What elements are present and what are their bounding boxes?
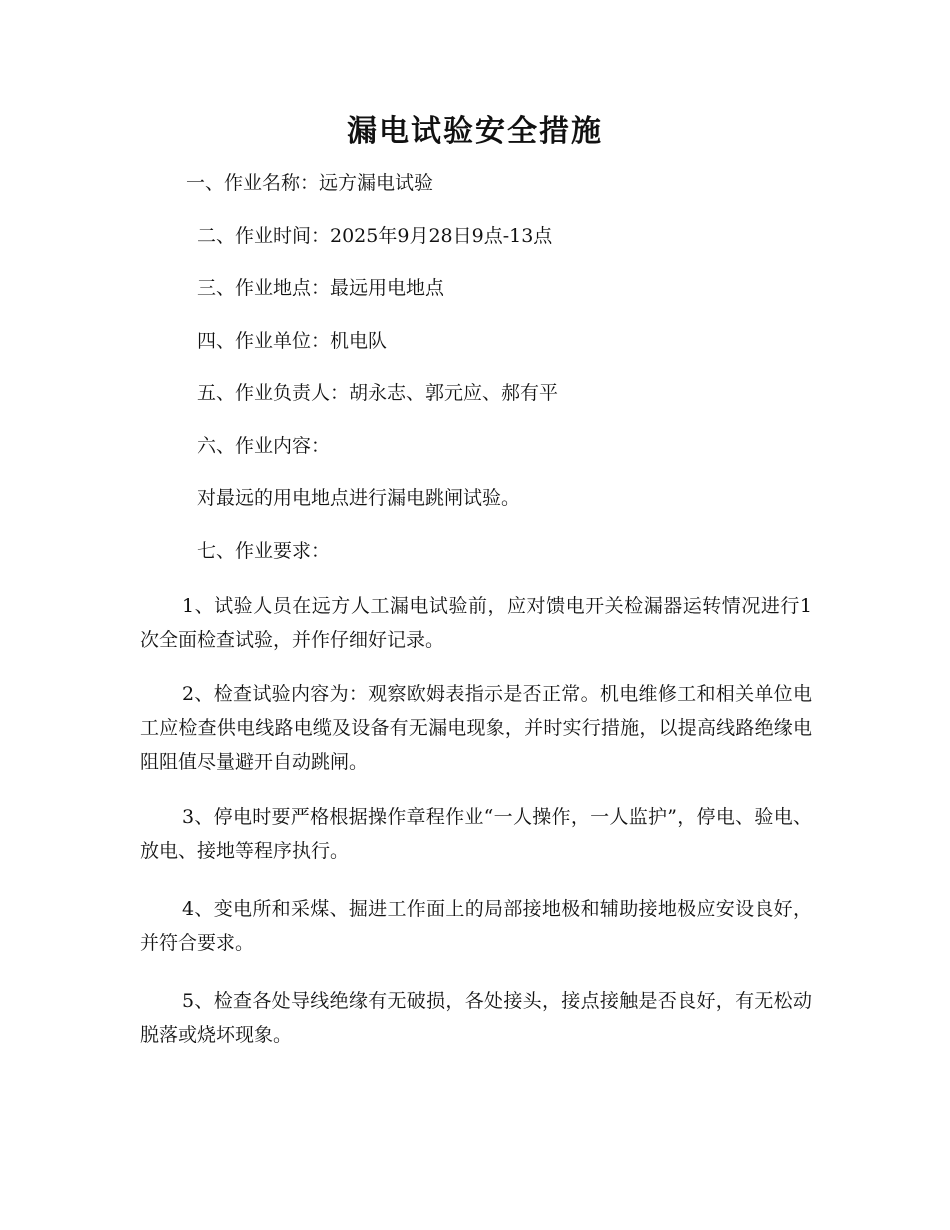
requirement-3: 3、停电时要严格根据操作章程作业“一人操作，一人监护”，停电、验电、放电、接地等程序执行。 [140,806,812,862]
requirement-4: 4、变电所和采煤、掘进工作面上的局部接地极和辅助接地极应安设良好，并符合要求。 [140,898,812,954]
item-job-unit: 四、作业单位：机电队 [197,330,388,352]
item-job-content-text: 对最远的用电地点进行漏电跳闸试验。 [197,487,521,509]
requirement-2: 2、检查试验内容为：观察欧姆表指示是否正常。机电维修工和相关单位电工应检查供电线路电缆及设备有无漏电现象，并时实行措施，以提高线路绝缘电阻阻值尽量避开自动跳闸。 [140,683,812,773]
item-job-leader: 五、作业负责人：胡永志、郭元应、郝有平 [197,382,559,404]
requirement-5: 5、检查各处导线绝缘有无破损，各处接头，接点接触是否良好，有无松动脱落或烧坏现象。 [140,990,812,1046]
item-job-location: 三、作业地点：最远用电地点 [197,277,445,299]
requirement-1: 1、试验人员在远方人工漏电试验前，应对馈电开关检漏器运转情况进行1次全面检查试验，并作仔细好记录。 [140,595,812,651]
document-title: 漏电试验安全措施 [347,114,603,149]
item-job-requirements-heading: 七、作业要求： [197,540,331,562]
item-job-content-heading: 六、作业内容： [197,435,331,457]
item-job-name: 一、作业名称：远方漏电试验 [186,172,434,194]
item-job-time: 二、作业时间：2025年9月28日9点-13点 [197,225,553,247]
